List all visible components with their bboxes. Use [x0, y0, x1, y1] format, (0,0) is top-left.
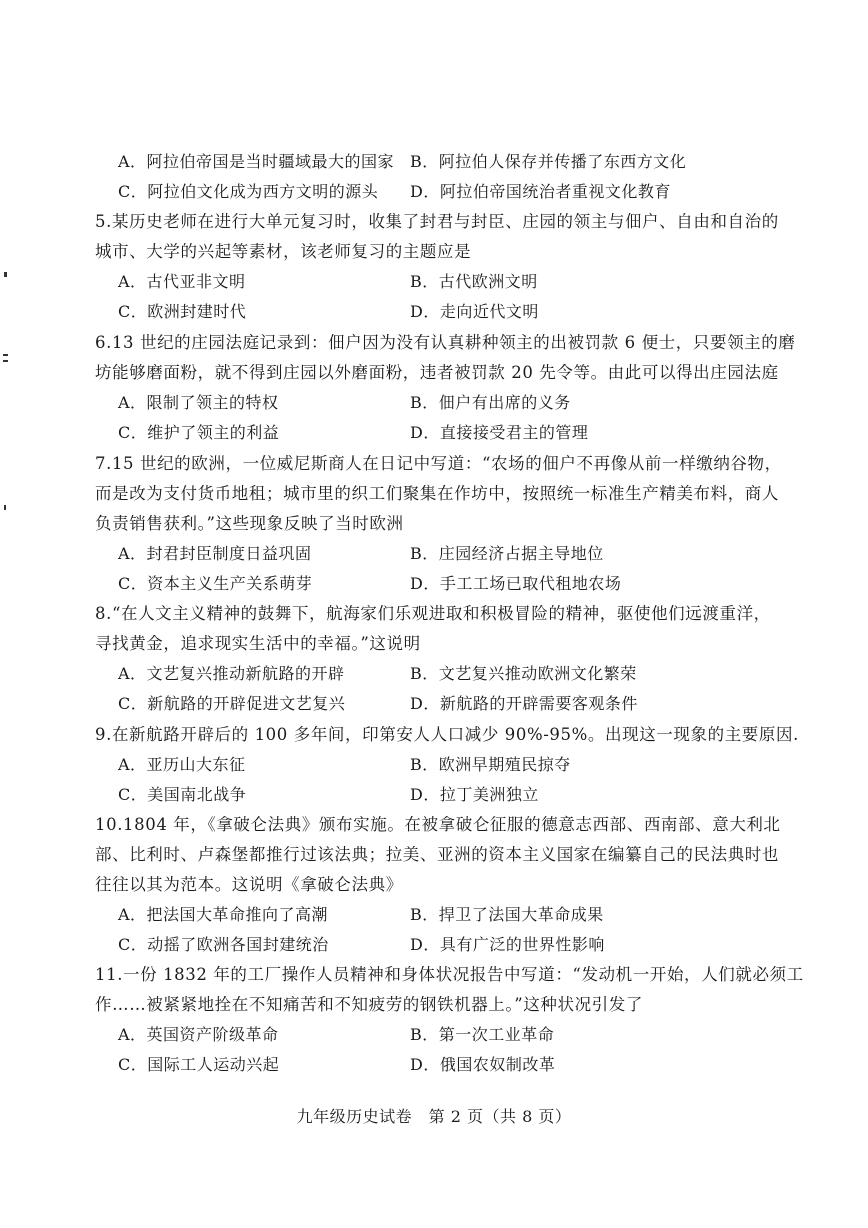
- scan-mark: [4, 272, 7, 277]
- q5-option-b: B．古代欧洲文明: [410, 272, 538, 291]
- q9-option-d: D．拉丁美洲独立: [410, 785, 539, 804]
- q8-option-b: B．文艺复兴推动欧洲文化繁荣: [410, 664, 637, 683]
- q5-option-a: A．古代亚非文明: [118, 272, 246, 291]
- q6-option-c: C．维护了领主的利益: [118, 423, 280, 442]
- q8-stem-line1: 8.“在人文主义精神的鼓舞下，航海家们乐观进取和积极冒险的精神，驱使他们远渡重洋，: [95, 604, 771, 623]
- q7-stem-line1: 7.15 世纪的欧洲，一位威尼斯商人在日记中写道：“农场的佃户不再像从前一样缴纳谷物，: [95, 454, 782, 473]
- q4-option-d: D．阿拉伯帝国统治者重视文化教育: [410, 182, 671, 201]
- q8-option-c: C．新航路的开辟促进文艺复兴: [118, 694, 346, 713]
- scan-mark: [3, 354, 8, 356]
- q5-option-c: C．欧洲封建时代: [118, 302, 247, 321]
- q11-option-b: B．第一次工业革命: [410, 1025, 555, 1044]
- q11-option-c: C．国际工人运动兴起: [118, 1055, 280, 1074]
- q6-stem-line1: 6.13 世纪的庄园法庭记录到：佃户因为没有认真耕种领主的出被罚款 6 便士，只要领主的磨: [95, 333, 796, 352]
- q5-option-d: D．走向近代文明: [410, 302, 539, 321]
- q4-option-a: A．阿拉伯帝国是当时疆域最大的国家: [118, 152, 395, 171]
- q9-option-a: A．亚历山大东征: [118, 755, 246, 774]
- q6-option-b: B．佃户有出席的义务: [410, 393, 571, 412]
- q8-option-a: A．文艺复兴推动新航路的开辟: [118, 664, 345, 683]
- q11-stem-line2: 作……被紧紧地拴在不知痛苦和不知疲劳的钢铁机器上。”这种状况引发了: [95, 995, 643, 1014]
- q9-option-b: B．欧洲早期殖民掠夺: [410, 755, 571, 774]
- q10-option-c: C．动摇了欧洲各国封建统治: [118, 935, 329, 954]
- page-footer: 九年级历史试卷 第 2 页（共 8 页）: [296, 1107, 572, 1126]
- q11-option-a: A．英国资产阶级革命: [118, 1025, 279, 1044]
- q6-option-d: D．直接接受君主的管理: [410, 423, 589, 442]
- scan-mark: [3, 360, 8, 362]
- q8-option-d: D．新航路的开辟需要客观条件: [410, 694, 638, 713]
- q4-option-b: B．阿拉伯人保存并传播了东西方文化: [410, 152, 687, 171]
- q10-stem-line3: 往往以其为范本。这说明《拿破仑法典》: [95, 875, 403, 894]
- q8-stem-line2: 寻找黄金，追求现实生活中的幸福。”这说明: [95, 634, 421, 653]
- q9-stem-line1: 9.在新航路开辟后的 100 多年间，印第安人人口减少 90%-95%。出现这一现象的主要原因.: [95, 725, 799, 744]
- q11-stem-line1: 11.一份 1832 年的工厂操作人员精神和身体状况报告中写道：“发动机一开始，人们就必须工: [95, 965, 804, 984]
- q10-stem-line2: 部、比利时、卢森堡都推行过该法典；拉美、亚洲的资本主义国家在编纂自己的民法典时也: [95, 845, 779, 864]
- q10-option-a: A．把法国大革命推向了高潮: [118, 905, 329, 924]
- q9-option-c: C．美国南北战争: [118, 785, 247, 804]
- q7-option-d: D．手工工场已取代租地农场: [410, 574, 622, 593]
- q10-option-b: B．捍卫了法国大革命成果: [410, 905, 604, 924]
- q7-stem-line2: 而是改为支付货币地租；城市里的织工们聚集在作坊中，按照统一标准生产精美布料，商人: [95, 484, 779, 503]
- q6-option-a: A．限制了领主的特权: [118, 393, 279, 412]
- q4-option-c: C．阿拉伯文化成为西方文明的源头: [118, 182, 379, 201]
- q7-option-a: A．封君封臣制度日益巩固: [118, 544, 312, 563]
- q5-stem-line1: 5.某历史老师在进行大单元复习时，收集了封君与封臣、庄园的领主与佃户、自由和自治的: [95, 212, 779, 231]
- scan-mark: [4, 505, 6, 510]
- q11-option-d: D．俄国农奴制改革: [410, 1055, 556, 1074]
- q10-option-d: D．具有广泛的世界性影响: [410, 935, 605, 954]
- q5-stem-line2: 城市、大学的兴起等素材，该老师复习的主题应是: [95, 242, 472, 261]
- q6-stem-line2: 坊能够磨面粉，就不得到庄园以外磨面粉，违者被罚款 20 先令等。由此可以得出庄园法庭: [95, 363, 779, 382]
- q7-option-c: C．资本主义生产关系萌芽: [118, 574, 313, 593]
- q7-option-b: B．庄园经济占据主导地位: [410, 544, 604, 563]
- q7-stem-line3: 负责销售获利。”这些现象反映了当时欧洲: [95, 514, 404, 533]
- q10-stem-line1: 10.1804 年，《拿破仑法典》颁布实施。在被拿破仑征服的德意志西部、西南部、意大利北: [95, 815, 781, 834]
